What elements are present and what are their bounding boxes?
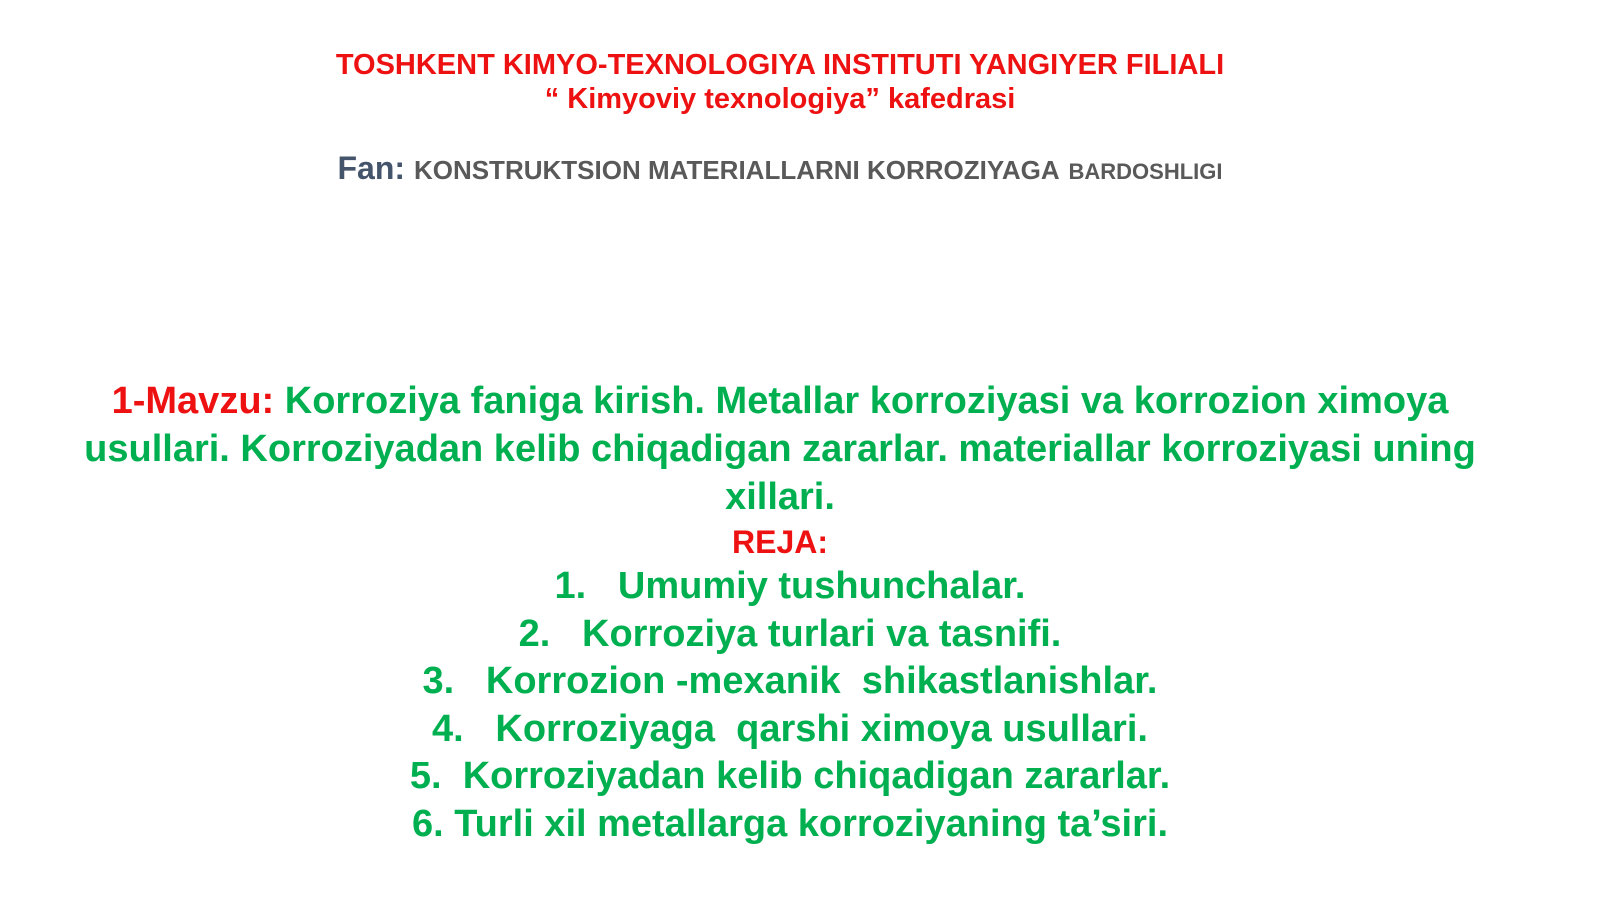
- subject-line: [0, 148, 1580, 192]
- subject-title: KONSTRUKTSION MATERIALLARNI KORROZIYAGA: [413, 155, 1060, 185]
- plan-item: [0, 658, 1600, 706]
- plan-item-text: Umumiy tushunchalar.: [617, 565, 1026, 607]
- plan-item: [0, 753, 1600, 801]
- plan-item: [0, 611, 1600, 659]
- plan-item-text: Korroziya turlari va tasnifi.: [582, 612, 1062, 655]
- institution-title: TOSHKENT KIMYO-TEXNOLOGIYA INSTITUTI YANGIYER FILIALI: [335, 49, 1225, 81]
- plan-list: [0, 563, 1600, 848]
- plan-item-text: Korroziyadan kelib chiqadigan zararlar.: [462, 755, 1171, 797]
- plan-item-number: 6.: [411, 802, 444, 845]
- plan-item-number: 3.: [422, 660, 455, 702]
- plan-item-number: 1.: [554, 565, 587, 607]
- subject-title-tail: BARDOSHLIGI: [1068, 159, 1223, 184]
- plan-item-number: 4.: [432, 707, 464, 750]
- topic-heading: [70, 377, 1490, 521]
- plan-item: [0, 706, 1600, 754]
- subject-label: Fan:: [337, 150, 406, 186]
- plan-item-number: 2.: [518, 612, 551, 655]
- department-title: “ Kimyoviy texnologiya” kafedrasi: [544, 83, 1016, 115]
- plan-item-text: Korroziyaga qarshi ximoya usullari.: [495, 707, 1148, 750]
- plan-item-number: 5.: [409, 755, 442, 797]
- plan-heading: REJA:: [731, 524, 828, 560]
- plan-item-text: Turli xil metallarga korroziyaning ta’siri.: [454, 802, 1169, 845]
- topic-label: 1-Mavzu:: [111, 380, 275, 422]
- plan-item: [0, 563, 1600, 611]
- plan-item-text: Korrozion -mexanik shikastlanishlar.: [485, 660, 1158, 702]
- topic-text: Korroziya faniga kirish. Metallar korroziyasi va korrozion ximoya usullari. Korroziyadan kelib chiqadigan zararlar. materiallar korroziyasi uning xillari.: [84, 380, 1476, 518]
- plan-item: [0, 801, 1600, 849]
